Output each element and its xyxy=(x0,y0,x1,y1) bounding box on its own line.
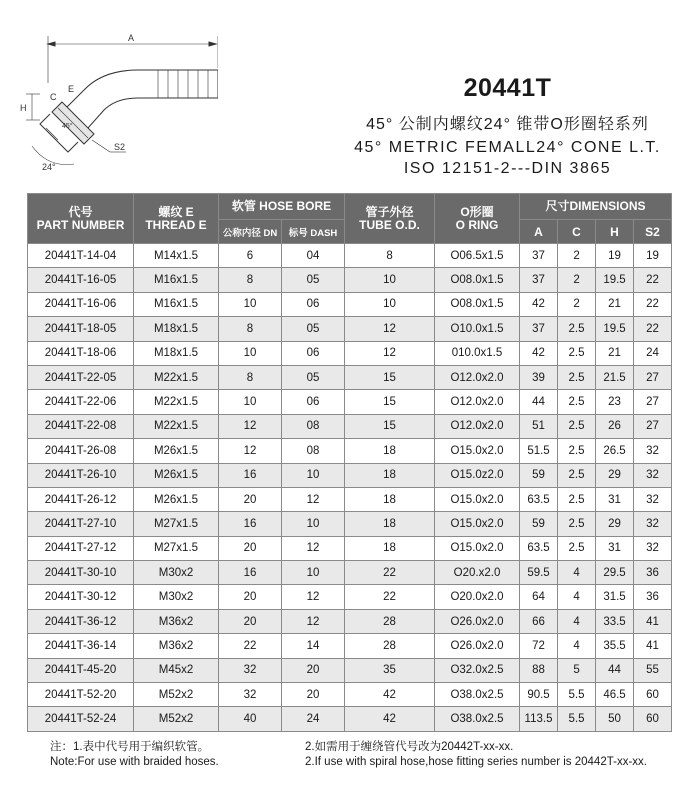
col-dash: 标号 DASH xyxy=(282,220,345,244)
table-cell: 15 xyxy=(345,390,435,414)
table-cell: O20.0x2.0 xyxy=(435,585,520,609)
col-h: H xyxy=(596,220,634,244)
spec-table-body xyxy=(28,244,672,732)
table-cell: 20441T-26-10 xyxy=(28,463,134,487)
table-cell: 8 xyxy=(345,244,435,268)
table-cell: 44 xyxy=(596,658,634,682)
table-cell: 20441T-26-08 xyxy=(28,439,134,463)
table-cell: O10.0x1.5 xyxy=(435,317,520,341)
table-cell: 22 xyxy=(345,585,435,609)
table-cell: 19.5 xyxy=(596,317,634,341)
table-cell: 2.5 xyxy=(558,365,596,389)
title-chinese: 45° 公制内螺纹24° 锥带O形圈轻系列 xyxy=(366,116,649,133)
table-cell: 20441T-27-10 xyxy=(28,512,134,536)
standard-title: ISO 12151-2---DIN 3865 xyxy=(403,160,612,177)
table-cell: 2.5 xyxy=(558,487,596,511)
table-cell: 06 xyxy=(282,292,345,316)
table-cell: 2.5 xyxy=(558,390,596,414)
table-row xyxy=(28,292,672,316)
table-cell: 42 xyxy=(520,292,558,316)
note-spiral-en: 2.If use with spiral hose,hose fitting series number is 20442T-xx-xx. xyxy=(305,756,647,768)
table-cell: M27x1.5 xyxy=(134,536,219,560)
table-cell: M22x1.5 xyxy=(134,414,219,438)
table-cell: 31 xyxy=(596,536,634,560)
table-cell: M16x1.5 xyxy=(134,268,219,292)
table-cell: O12.0x2.0 xyxy=(435,390,520,414)
table-cell: 2 xyxy=(558,268,596,292)
table-cell: 64 xyxy=(520,585,558,609)
table-row xyxy=(28,268,672,292)
table-cell: 51.5 xyxy=(520,439,558,463)
table-cell: 16 xyxy=(219,512,282,536)
col-dimensions: 尺寸DIMENSIONS xyxy=(520,194,672,220)
table-cell: 10 xyxy=(282,561,345,585)
col-c: C xyxy=(558,220,596,244)
note-spiral xyxy=(305,740,647,770)
table-cell: O38.0x2.5 xyxy=(435,683,520,707)
table-cell: 41 xyxy=(634,609,672,633)
table-cell: 2 xyxy=(558,244,596,268)
table-cell: M52x2 xyxy=(134,707,219,731)
table-cell: 20441T-26-12 xyxy=(28,487,134,511)
table-row xyxy=(28,658,672,682)
table-cell: 55 xyxy=(634,658,672,682)
table-cell: 05 xyxy=(282,268,345,292)
table-cell: 20441T-45-20 xyxy=(28,658,134,682)
table-cell: 21.5 xyxy=(596,365,634,389)
table-cell: 20 xyxy=(282,658,345,682)
table-cell: 2.5 xyxy=(558,414,596,438)
fitting-drawing xyxy=(18,28,218,178)
table-cell: 20441T-18-05 xyxy=(28,317,134,341)
table-cell: 21 xyxy=(596,341,634,365)
dim-a-label: A xyxy=(128,33,135,43)
table-cell: 04 xyxy=(282,244,345,268)
table-row xyxy=(28,365,672,389)
table-cell: 20441T-18-06 xyxy=(28,341,134,365)
table-cell: M26x1.5 xyxy=(134,439,219,463)
table-cell: 12 xyxy=(345,341,435,365)
table-cell: O26.0x2.0 xyxy=(435,609,520,633)
table-cell: 20441T-16-05 xyxy=(28,268,134,292)
table-cell: 15 xyxy=(345,365,435,389)
table-cell: 8 xyxy=(219,317,282,341)
table-cell: 06 xyxy=(282,390,345,414)
table-cell: 10 xyxy=(282,512,345,536)
table-row xyxy=(28,609,672,633)
table-cell: 06 xyxy=(282,341,345,365)
table-cell: 60 xyxy=(634,707,672,731)
table-row xyxy=(28,463,672,487)
table-cell: 20 xyxy=(219,585,282,609)
table-cell: 37 xyxy=(520,317,558,341)
table-cell: 4 xyxy=(558,561,596,585)
table-cell: 32 xyxy=(634,536,672,560)
table-cell: 5 xyxy=(558,658,596,682)
table-cell: 2.5 xyxy=(558,536,596,560)
table-cell: 8 xyxy=(219,268,282,292)
table-row xyxy=(28,414,672,438)
table-cell: 39 xyxy=(520,365,558,389)
table-cell: M14x1.5 xyxy=(134,244,219,268)
table-cell: 2.5 xyxy=(558,317,596,341)
table-cell: 20441T-30-12 xyxy=(28,585,134,609)
table-cell: O12.0x2.0 xyxy=(435,365,520,389)
table-cell: 18 xyxy=(345,439,435,463)
table-cell: 24 xyxy=(634,341,672,365)
table-cell: 6 xyxy=(219,244,282,268)
spec-table xyxy=(27,193,672,732)
title-english: 45° METRIC FEMALL24° CONE L.T. xyxy=(354,139,661,156)
table-cell: 113.5 xyxy=(520,707,558,731)
table-cell: 4 xyxy=(558,609,596,633)
dim-h-label: H xyxy=(20,103,27,113)
angle45-label: 45° xyxy=(62,123,73,130)
table-cell: 22 xyxy=(634,268,672,292)
table-cell: 4 xyxy=(558,585,596,609)
table-cell: 31.5 xyxy=(596,585,634,609)
table-cell: 36 xyxy=(634,561,672,585)
table-cell: 29.5 xyxy=(596,561,634,585)
table-cell: 22 xyxy=(345,561,435,585)
angle-label: 24° xyxy=(42,162,56,172)
table-cell: 08 xyxy=(282,414,345,438)
table-cell: 05 xyxy=(282,365,345,389)
table-cell: 60 xyxy=(634,683,672,707)
col-dn: 公称内径 DN xyxy=(219,220,282,244)
table-cell: 26.5 xyxy=(596,439,634,463)
note-spiral-cn: 2.如需用于缠绕管代号改为20442T-xx-xx. xyxy=(305,741,514,753)
table-cell: 19.5 xyxy=(596,268,634,292)
table-cell: O15.0x2.0 xyxy=(435,439,520,463)
table-cell: 63.5 xyxy=(520,536,558,560)
table-cell: 28 xyxy=(345,609,435,633)
table-cell: M16x1.5 xyxy=(134,292,219,316)
table-cell: 27 xyxy=(634,390,672,414)
table-cell: 20441T-22-06 xyxy=(28,390,134,414)
table-row xyxy=(28,634,672,658)
table-cell: 20441T-36-14 xyxy=(28,634,134,658)
table-cell: O20.x2.0 xyxy=(435,561,520,585)
table-cell: 10 xyxy=(345,292,435,316)
table-cell: 32 xyxy=(634,439,672,463)
table-cell: O26.0x2.0 xyxy=(435,634,520,658)
table-cell: 40 xyxy=(219,707,282,731)
table-cell: 59.5 xyxy=(520,561,558,585)
table-cell: 32 xyxy=(219,683,282,707)
table-cell: 10 xyxy=(282,463,345,487)
table-cell: M26x1.5 xyxy=(134,487,219,511)
table-cell: O15.0x2.0 xyxy=(435,512,520,536)
table-cell: O15.0x2.0 xyxy=(435,536,520,560)
table-cell: O32.0x2.5 xyxy=(435,658,520,682)
table-cell: 2.5 xyxy=(558,512,596,536)
table-cell: 44 xyxy=(520,390,558,414)
table-cell: 10 xyxy=(219,292,282,316)
table-cell: 32 xyxy=(219,658,282,682)
table-cell: O15.0z2.0 xyxy=(435,463,520,487)
table-cell: O08.0x1.5 xyxy=(435,292,520,316)
table-cell: 20 xyxy=(219,536,282,560)
table-cell: 5.5 xyxy=(558,683,596,707)
table-cell: 20441T-52-20 xyxy=(28,683,134,707)
table-cell: 20441T-16-06 xyxy=(28,292,134,316)
table-cell: 18 xyxy=(345,512,435,536)
col-tube-od: 管子外径 TUBE O.D. xyxy=(345,194,435,244)
table-cell: 2.5 xyxy=(558,463,596,487)
table-cell: M18x1.5 xyxy=(134,317,219,341)
col-hose-bore: 软管 HOSE BORE xyxy=(219,194,345,220)
table-cell: 20441T-22-05 xyxy=(28,365,134,389)
table-cell: 4 xyxy=(558,634,596,658)
table-cell: 41 xyxy=(634,634,672,658)
table-cell: 12 xyxy=(219,414,282,438)
table-cell: 20 xyxy=(219,609,282,633)
table-cell: 20441T-30-10 xyxy=(28,561,134,585)
table-row xyxy=(28,341,672,365)
col-s2: S2 xyxy=(634,220,672,244)
table-cell: O12.0x2.0 xyxy=(435,414,520,438)
table-cell: O15.0x2.0 xyxy=(435,487,520,511)
table-cell: 32 xyxy=(634,463,672,487)
table-cell: 05 xyxy=(282,317,345,341)
table-cell: 72 xyxy=(520,634,558,658)
table-row xyxy=(28,439,672,463)
table-cell: M30x2 xyxy=(134,585,219,609)
table-cell: 18 xyxy=(345,536,435,560)
table-cell: 26 xyxy=(596,414,634,438)
table-cell: M30x2 xyxy=(134,561,219,585)
table-cell: 10 xyxy=(345,268,435,292)
table-cell: 31 xyxy=(596,487,634,511)
table-cell: 42 xyxy=(520,341,558,365)
table-cell: 5.5 xyxy=(558,707,596,731)
table-cell: 15 xyxy=(345,414,435,438)
table-cell: M36x2 xyxy=(134,609,219,633)
table-row xyxy=(28,487,672,511)
table-cell: 35 xyxy=(345,658,435,682)
table-row xyxy=(28,317,672,341)
col-o-ring: O形圈 O RING xyxy=(435,194,520,244)
col-part-number: 代号 PART NUMBER xyxy=(28,194,134,244)
table-cell: 37 xyxy=(520,268,558,292)
table-cell: 20 xyxy=(282,683,345,707)
table-cell: 22 xyxy=(219,634,282,658)
table-cell: M22x1.5 xyxy=(134,390,219,414)
table-cell: 12 xyxy=(282,609,345,633)
note-braided-cn: 注：1.表中代号用于编织软管。 xyxy=(50,741,210,753)
table-cell: 19 xyxy=(596,244,634,268)
table-cell: M27x1.5 xyxy=(134,512,219,536)
table-cell: 27 xyxy=(634,365,672,389)
table-cell: 32 xyxy=(634,487,672,511)
table-cell: 12 xyxy=(282,536,345,560)
table-cell: 10 xyxy=(219,341,282,365)
table-cell: 10 xyxy=(219,390,282,414)
table-cell: 2 xyxy=(558,292,596,316)
table-cell: 50 xyxy=(596,707,634,731)
table-cell: 90.5 xyxy=(520,683,558,707)
table-row xyxy=(28,536,672,560)
table-cell: M45x2 xyxy=(134,658,219,682)
table-cell: 12 xyxy=(282,585,345,609)
table-cell: 28 xyxy=(345,634,435,658)
table-cell: 8 xyxy=(219,365,282,389)
table-cell: 42 xyxy=(345,683,435,707)
table-cell: M36x2 xyxy=(134,634,219,658)
col-a: A xyxy=(520,220,558,244)
table-cell: M52x2 xyxy=(134,683,219,707)
table-cell: 35.5 xyxy=(596,634,634,658)
table-cell: 20441T-14-04 xyxy=(28,244,134,268)
table-cell: 16 xyxy=(219,463,282,487)
table-cell: 08 xyxy=(282,439,345,463)
table-cell: 33.5 xyxy=(596,609,634,633)
table-cell: 18 xyxy=(345,487,435,511)
table-cell: 20441T-27-12 xyxy=(28,536,134,560)
table-row xyxy=(28,390,672,414)
dim-e-label: E xyxy=(68,84,75,94)
title-block xyxy=(330,74,685,179)
table-cell: O38.0x2.5 xyxy=(435,707,520,731)
table-cell: 20441T-36-12 xyxy=(28,609,134,633)
table-cell: 32 xyxy=(634,512,672,536)
table-cell: O06.5x1.5 xyxy=(435,244,520,268)
table-cell: 20441T-52-24 xyxy=(28,707,134,731)
table-cell: 12 xyxy=(282,487,345,511)
table-cell: 16 xyxy=(219,561,282,585)
note-braided xyxy=(50,740,219,770)
table-cell: 27 xyxy=(634,414,672,438)
table-row xyxy=(28,707,672,731)
table-cell: 36 xyxy=(634,585,672,609)
table-cell: 22 xyxy=(634,317,672,341)
table-cell: 2.5 xyxy=(558,439,596,463)
table-cell: 88 xyxy=(520,658,558,682)
table-row xyxy=(28,683,672,707)
product-code: 20441T xyxy=(463,74,552,102)
table-cell: 23 xyxy=(596,390,634,414)
table-row xyxy=(28,244,672,268)
table-cell: 29 xyxy=(596,463,634,487)
table-cell: 66 xyxy=(520,609,558,633)
table-row xyxy=(28,561,672,585)
table-cell: 22 xyxy=(634,292,672,316)
table-cell: 18 xyxy=(345,463,435,487)
table-cell: 24 xyxy=(282,707,345,731)
note-braided-en: Note:For use with braided hoses. xyxy=(50,756,219,768)
table-cell: 59 xyxy=(520,512,558,536)
table-cell: 2.5 xyxy=(558,341,596,365)
dim-c-label: C xyxy=(50,92,57,102)
table-cell: M18x1.5 xyxy=(134,341,219,365)
table-cell: 63.5 xyxy=(520,487,558,511)
table-cell: 59 xyxy=(520,463,558,487)
table-cell: 14 xyxy=(282,634,345,658)
table-cell: 12 xyxy=(219,439,282,463)
table-cell: O08.0x1.5 xyxy=(435,268,520,292)
table-cell: 29 xyxy=(596,512,634,536)
col-thread: 螺纹 E THREAD E xyxy=(134,194,219,244)
table-row xyxy=(28,585,672,609)
table-row xyxy=(28,512,672,536)
table-cell: 010.0x1.5 xyxy=(435,341,520,365)
table-cell: 51 xyxy=(520,414,558,438)
table-cell: M26x1.5 xyxy=(134,463,219,487)
table-cell: 37 xyxy=(520,244,558,268)
table-cell: M22x1.5 xyxy=(134,365,219,389)
table-cell: 21 xyxy=(596,292,634,316)
table-cell: 20 xyxy=(219,487,282,511)
table-cell: 46.5 xyxy=(596,683,634,707)
dim-s2-label: S2 xyxy=(114,142,126,152)
table-cell: 19 xyxy=(634,244,672,268)
table-cell: 42 xyxy=(345,707,435,731)
table-cell: 20441T-22-08 xyxy=(28,414,134,438)
table-cell: 12 xyxy=(345,317,435,341)
